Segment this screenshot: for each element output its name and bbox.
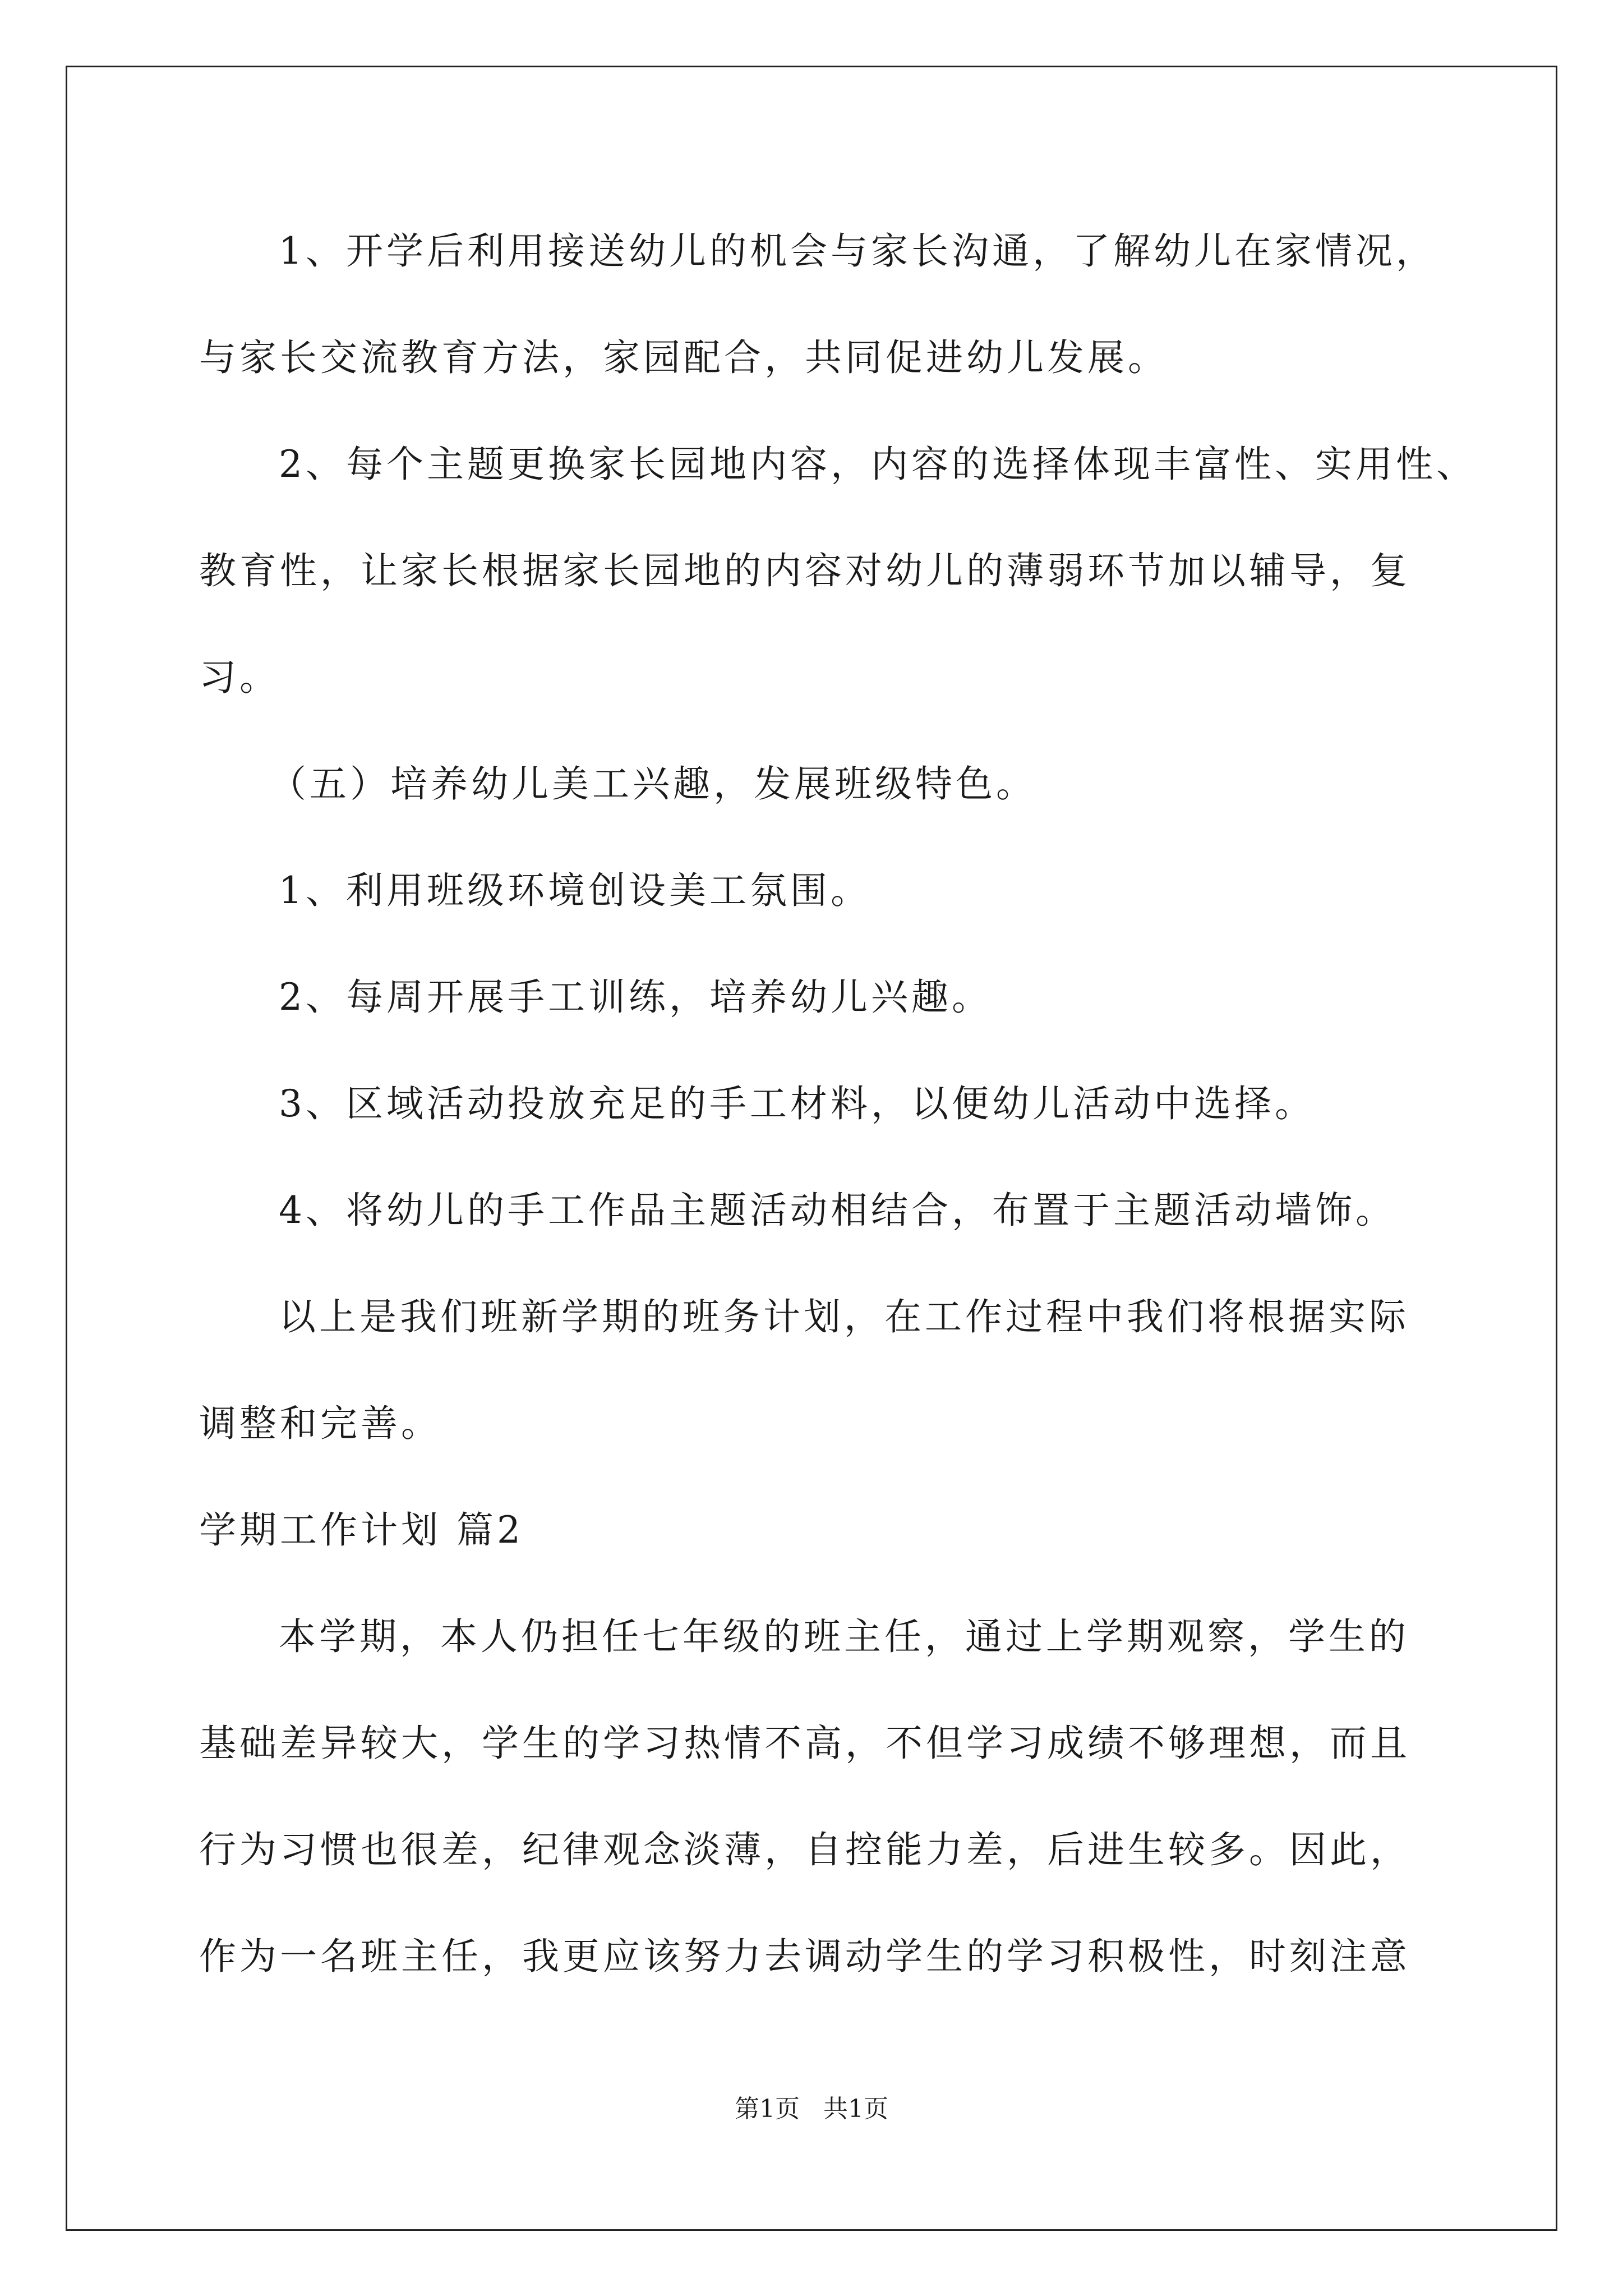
paragraph-line: 教育性，让家长根据家长园地的内容对幼儿的薄弱环节加以辅导，复: [199, 549, 1410, 592]
paragraph-line: 习。: [199, 656, 280, 699]
paragraph-line: 4、将幼儿的手工作品主题活动相结合，布置于主题活动墙饰。: [279, 1189, 1396, 1232]
paragraph-line: 1、利用班级环境创设美工氛围。: [279, 869, 871, 912]
article-title: 学期工作计划 篇2: [199, 1508, 524, 1552]
paragraph-line: 2、每个主题更换家长园地内容，内容的选择体现丰富性、实用性、: [279, 443, 1477, 486]
paragraph-line: 基础差异较大，学生的学习热情不高，不但学习成绩不够理想，而且: [199, 1722, 1410, 1765]
paragraph-line: 本学期，本人仍担任七年级的班主任，通过上学期观察，学生的: [279, 1615, 1409, 1658]
paragraph-line: 以上是我们班新学期的班务计划，在工作过程中我们将根据实际: [279, 1295, 1409, 1338]
section-heading: （五）培养幼儿美工兴趣，发展班级特色。: [269, 762, 1036, 806]
paragraph-line: 行为习惯也很差，纪律观念淡薄，自控能力差，后进生较多。因此，: [199, 1828, 1410, 1871]
paragraph-line: 2、每周开展手工训练，培养幼儿兴趣。: [279, 976, 992, 1019]
paragraph-line: 3、区域活动投放充足的手工材料，以便幼儿活动中选择。: [279, 1082, 1315, 1125]
paragraph-line: 与家长交流教育方法，家园配合，共同促进幼儿发展。: [199, 336, 1168, 379]
page-border: [66, 66, 1557, 2231]
paragraph-line: 作为一名班主任，我更应该努力去调动学生的学习积极性，时刻注意: [199, 1935, 1410, 1978]
paragraph-line: 1、开学后利用接送幼儿的机会与家长沟通，了解幼儿在家情况，: [279, 229, 1436, 273]
page-footer: 第1页 共1页: [735, 2095, 888, 2123]
paragraph-line: 调整和完善。: [199, 1402, 441, 1445]
